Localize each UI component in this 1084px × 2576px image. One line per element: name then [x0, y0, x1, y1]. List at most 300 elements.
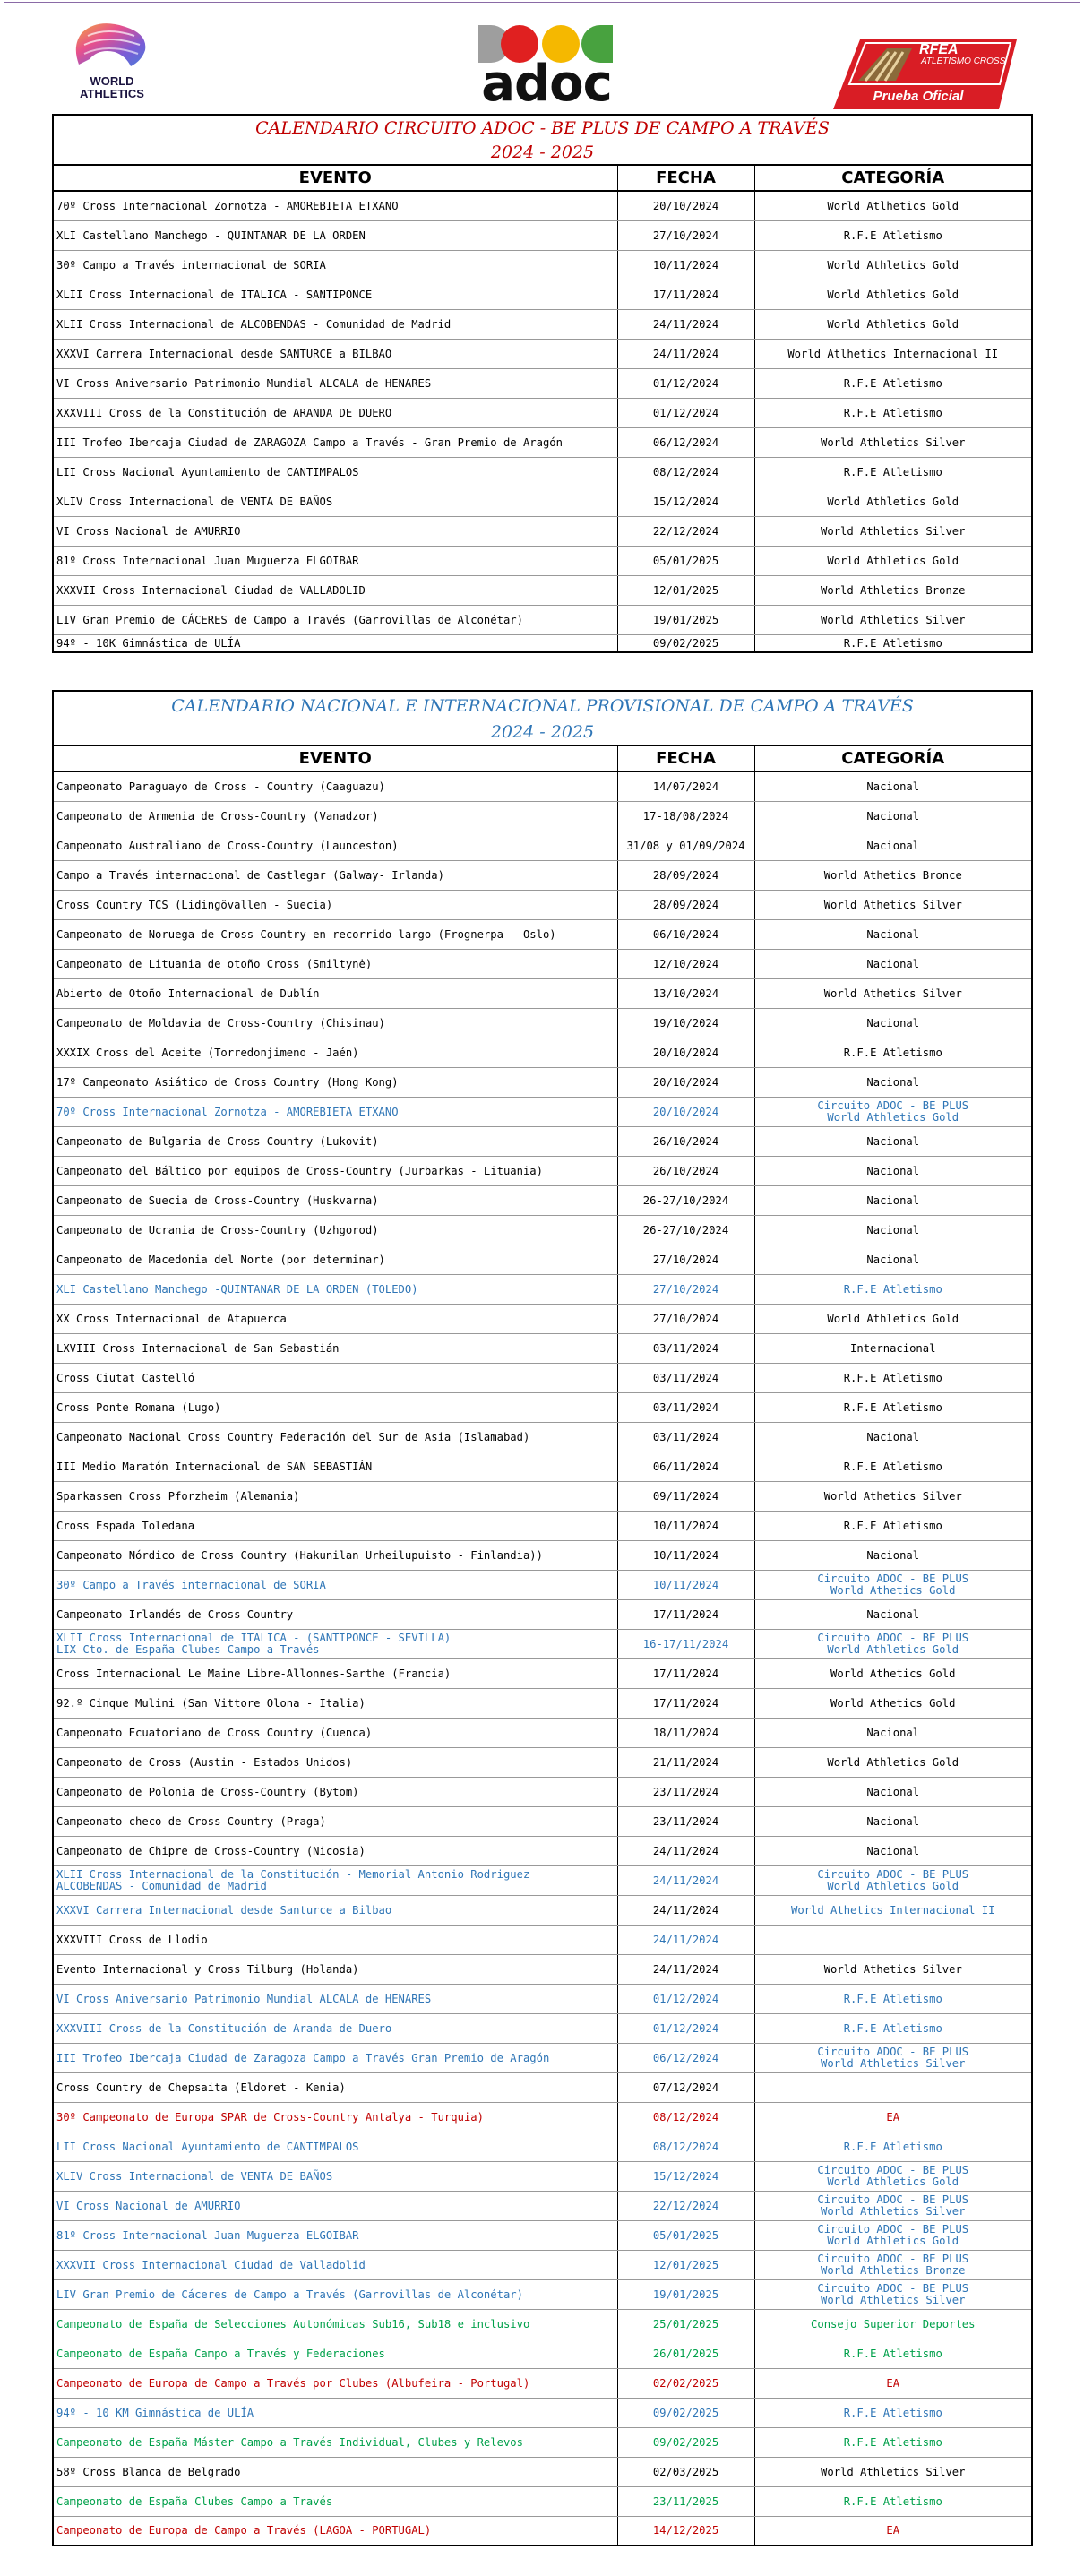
event-cell: XXXVI Carrera Internacional desde Santurce a Bilbao	[53, 1895, 617, 1925]
table-row	[53, 2398, 1032, 2427]
table-row	[53, 2427, 1032, 2457]
rfea-logo	[833, 38, 1017, 111]
table-row	[53, 2516, 1032, 2546]
event-cell: Campeonato de Cross (Austin - Estados Unidos)	[53, 1747, 617, 1777]
category-cell: World Athletics Gold	[754, 1747, 1032, 1777]
table-row	[53, 1392, 1032, 1422]
adoc-wordmark: adoc	[481, 55, 612, 113]
event-cell: 92.º Cinque Mulini (San Vittore Olona - Italia)	[53, 1688, 617, 1718]
table-row	[53, 1599, 1032, 1629]
table-row	[53, 605, 1032, 634]
table-subtitle: 2024 - 2025	[53, 141, 1032, 165]
date-cell: 13/10/2024	[617, 978, 754, 1008]
table-row	[53, 2368, 1032, 2398]
category-cell: World Athletics Gold	[754, 250, 1032, 280]
event-cell: Campeonato Nórdico de Cross Country (Hakunilan Urheilupuisto - Finlandia))	[53, 1540, 617, 1570]
table-row	[53, 801, 1032, 831]
event-cell: XXXVIII Cross de la Constitución de Aranda de Duero	[53, 2013, 617, 2043]
table-row	[53, 1511, 1032, 1540]
category-cell: World Athletics Silver	[754, 427, 1032, 457]
event-cell: Campeonato de Noruega de Cross-Country en recorrido largo (Frognerpa - Oslo)	[53, 919, 617, 949]
table-row	[53, 1008, 1032, 1038]
table-row	[53, 457, 1032, 487]
table-row	[53, 1097, 1032, 1126]
event-cell: Campeonato de Moldavia de Cross-Country (Chisinau)	[53, 1008, 617, 1038]
date-cell: 09/11/2024	[617, 1481, 754, 1511]
header-categoria: CATEGORÍA	[754, 165, 1032, 191]
event-cell: XLI Castellano Manchego - QUINTANAR DE LA ORDEN	[53, 220, 617, 250]
table-row	[53, 860, 1032, 890]
category-cell: R.F.E Atletismo	[754, 2132, 1032, 2161]
event-cell: Campeonato de España de Selecciones Autonómicas Sub16, Sub18 e inclusivo	[53, 2309, 617, 2339]
date-cell: 03/11/2024	[617, 1392, 754, 1422]
date-cell: 05/01/2025	[617, 546, 754, 575]
rfea-title: RFEA	[919, 42, 959, 57]
category-cell: World Athletics Silver	[754, 2457, 1032, 2486]
table-row	[53, 427, 1032, 457]
table-row	[53, 1688, 1032, 1718]
event-cell: Campeonato de España Campo a Través y Federaciones	[53, 2339, 617, 2368]
date-cell: 05/01/2025	[617, 2220, 754, 2250]
date-cell: 09/02/2025	[617, 2427, 754, 2457]
event-cell: XLIV Cross Internacional de VENTA DE BAÑOS	[53, 2161, 617, 2191]
event-cell: Campeonato checo de Cross-Country (Praga)	[53, 1806, 617, 1836]
category-cell: World Athletics Bronze	[754, 575, 1032, 605]
event-cell: Cross Country de Chepsaita (Eldoret - Kenia)	[53, 2072, 617, 2102]
date-cell: 24/11/2024	[617, 339, 754, 368]
date-cell: 03/11/2024	[617, 1363, 754, 1392]
date-cell: 06/12/2024	[617, 2043, 754, 2072]
event-cell: Campeonato de Chipre de Cross-Country (Nicosia)	[53, 1836, 617, 1865]
table-header-row	[53, 165, 1032, 191]
category-cell: World Atlhetics Gold	[754, 191, 1032, 220]
event-cell: Abierto de Otoño Internacional de Dublín	[53, 978, 617, 1008]
date-cell: 01/12/2024	[617, 2013, 754, 2043]
date-cell: 01/12/2024	[617, 398, 754, 427]
adoc-logo	[475, 23, 618, 113]
table-row	[53, 1925, 1032, 1954]
category-cell: Circuito ADOC - BE PLUS World Athletics Bronze	[754, 2250, 1032, 2279]
table-row	[53, 1452, 1032, 1481]
event-cell: 81º Cross Internacional Juan Muguerza ELGOIBAR	[53, 2220, 617, 2250]
event-cell: XXXVI Carrera Internacional desde SANTURCE a BILBAO	[53, 339, 617, 368]
category-cell: World Athletics Gold	[754, 309, 1032, 339]
date-cell: 09/02/2025	[617, 634, 754, 652]
date-cell: 14/12/2025	[617, 2516, 754, 2546]
category-cell	[754, 1925, 1032, 1954]
event-cell: Campeonato de Macedonia del Norte (por determinar)	[53, 1245, 617, 1274]
table-row	[53, 2072, 1032, 2102]
category-cell: R.F.E Atletismo	[754, 457, 1032, 487]
header-fecha: FECHA	[617, 165, 754, 191]
event-cell: LIV Gran Premio de Cáceres de Campo a Través (Garrovillas de Alconétar)	[53, 2279, 617, 2309]
event-cell: XLI Castellano Manchego -QUINTANAR DE LA ORDEN (TOLEDO)	[53, 1274, 617, 1304]
date-cell: 28/09/2024	[617, 860, 754, 890]
table-row	[53, 1215, 1032, 1245]
category-cell: EA	[754, 2102, 1032, 2132]
category-cell: Internacional	[754, 1333, 1032, 1363]
table-row	[53, 2220, 1032, 2250]
category-cell: World Athetics Bronce	[754, 860, 1032, 890]
event-cell: Evento Internacional y Cross Tilburg (Holanda)	[53, 1954, 617, 1984]
header-categoria: CATEGORÍA	[754, 745, 1032, 771]
date-cell: 06/11/2024	[617, 1452, 754, 1481]
world-athletics-logo	[63, 20, 161, 105]
event-cell: Campeonato de Europa de Campo a Través por Clubes (Albufeira - Portugal)	[53, 2368, 617, 2398]
table-row	[53, 890, 1032, 919]
category-cell: World Athletics Silver	[754, 516, 1032, 546]
event-cell: XXXIX Cross del Aceite (Torredonjimeno - Jaén)	[53, 1038, 617, 1067]
date-cell: 12/01/2025	[617, 2250, 754, 2279]
table-row	[53, 1245, 1032, 1274]
table-row	[53, 546, 1032, 575]
date-cell: 08/12/2024	[617, 2132, 754, 2161]
event-cell: XLIV Cross Internacional de VENTA DE BAÑOS	[53, 487, 617, 516]
event-cell: Campo a Través internacional de Castlegar (Galway- Irlanda)	[53, 860, 617, 890]
table-row	[53, 309, 1032, 339]
event-cell: Campeonato Irlandés de Cross-Country	[53, 1599, 617, 1629]
table-row	[53, 1658, 1032, 1688]
category-cell: R.F.E Atletismo	[754, 220, 1032, 250]
event-cell: VI Cross Nacional de AMURRIO	[53, 516, 617, 546]
event-cell: 58º Cross Blanca de Belgrado	[53, 2457, 617, 2486]
event-cell: Campeonato de Ucrania de Cross-Country (Uzhgorod)	[53, 1215, 617, 1245]
table-row	[53, 1718, 1032, 1747]
header-evento: EVENTO	[53, 165, 617, 191]
date-cell: 31/08 y 01/09/2024	[617, 831, 754, 860]
date-cell: 24/11/2024	[617, 1865, 754, 1895]
category-cell: Circuito ADOC - BE PLUS World Athletics Gold	[754, 1097, 1032, 1126]
table-title: CALENDARIO CIRCUITO ADOC - BE PLUS DE CAMPO A TRAVÉS	[53, 115, 1032, 141]
date-cell: 26-27/10/2024	[617, 1185, 754, 1215]
category-cell: R.F.E Atletismo	[754, 1038, 1032, 1067]
event-cell: Campeonato Australiano de Cross-Country (Launceston)	[53, 831, 617, 860]
table-row	[53, 2043, 1032, 2072]
event-cell: XXXVII Cross Internacional Ciudad de Valladolid	[53, 2250, 617, 2279]
date-cell: 20/10/2024	[617, 191, 754, 220]
date-cell: 03/11/2024	[617, 1333, 754, 1363]
date-cell: 14/07/2024	[617, 771, 754, 801]
world-athletics-emblem-icon	[63, 20, 161, 73]
category-cell: Nacional	[754, 1599, 1032, 1629]
event-cell: Campeonato de España Clubes Campo a Través	[53, 2486, 617, 2516]
category-cell: Nacional	[754, 1008, 1032, 1038]
event-cell: 81º Cross Internacional Juan Muguerza ELGOIBAR	[53, 546, 617, 575]
event-cell: Campeonato Ecuatoriano de Cross Country (Cuenca)	[53, 1718, 617, 1747]
category-cell: R.F.E Atletismo	[754, 2398, 1032, 2427]
date-cell: 27/10/2024	[617, 220, 754, 250]
category-cell: Circuito ADOC - BE PLUS World Athletics Silver	[754, 2279, 1032, 2309]
table-row	[53, 1747, 1032, 1777]
event-cell: Campeonato Paraguayo de Cross - Country (Caaguazu)	[53, 771, 617, 801]
table-row	[53, 1481, 1032, 1511]
event-cell: XLII Cross Internacional de ALCOBENDAS - Comunidad de Madrid	[53, 309, 617, 339]
category-cell: World Athletics Gold	[754, 487, 1032, 516]
national-international-table	[52, 690, 1033, 2546]
table-row	[53, 1984, 1032, 2013]
date-cell: 12/10/2024	[617, 949, 754, 978]
world-athletics-label: WORLD ATHLETICS	[80, 74, 144, 100]
category-cell: Circuito ADOC - BE PLUS World Athletics Gold	[754, 2161, 1032, 2191]
category-cell: Circuito ADOC - BE PLUS World Athletics Gold	[754, 1865, 1032, 1895]
event-cell: 17º Campeonato Asiático de Cross Country (Hong Kong)	[53, 1067, 617, 1097]
date-cell: 17-18/08/2024	[617, 801, 754, 831]
table-row	[53, 2161, 1032, 2191]
category-cell: World Atlhetics Internacional II	[754, 339, 1032, 368]
date-cell: 19/10/2024	[617, 1008, 754, 1038]
category-cell: R.F.E Atletismo	[754, 2013, 1032, 2043]
event-cell: XX Cross Internacional de Atapuerca	[53, 1304, 617, 1333]
table-row	[53, 1274, 1032, 1304]
adoc-circuit-table	[52, 114, 1033, 653]
category-cell: World Athletics Gold	[754, 280, 1032, 309]
table-subtitle-row	[53, 719, 1032, 745]
event-cell: Campeonato del Báltico por equipos de Cross-Country (Jurbarkas - Lituania)	[53, 1156, 617, 1185]
event-cell: Campeonato de Bulgaria de Cross-Country (Lukovit)	[53, 1126, 617, 1156]
event-cell: Campeonato de Europa de Campo a Través (LAGOA - PORTUGAL)	[53, 2516, 617, 2546]
category-cell: Nacional	[754, 1215, 1032, 1245]
table-row	[53, 634, 1032, 652]
date-cell: 15/12/2024	[617, 487, 754, 516]
category-cell: Consejo Superior Deportes	[754, 2309, 1032, 2339]
table-row	[53, 1156, 1032, 1185]
table-row	[53, 2250, 1032, 2279]
date-cell: 10/11/2024	[617, 1511, 754, 1540]
category-cell: Circuito ADOC - BE PLUS World Athletics Gold	[754, 1629, 1032, 1658]
date-cell: 03/11/2024	[617, 1422, 754, 1452]
category-cell: Nacional	[754, 1422, 1032, 1452]
category-cell: World Athetics Gold	[754, 1688, 1032, 1718]
event-cell: Cross Ciutat Castelló	[53, 1363, 617, 1392]
category-cell: World Athletics Gold	[754, 1304, 1032, 1333]
table-row	[53, 1865, 1032, 1895]
date-cell: 10/11/2024	[617, 250, 754, 280]
category-cell: Nacional	[754, 1126, 1032, 1156]
category-cell: Circuito ADOC - BE PLUS World Athetics Gold	[754, 1570, 1032, 1599]
category-cell	[754, 2072, 1032, 2102]
date-cell: 06/10/2024	[617, 919, 754, 949]
category-cell: R.F.E Atletismo	[754, 1274, 1032, 1304]
category-cell: Nacional	[754, 919, 1032, 949]
date-cell: 16-17/11/2024	[617, 1629, 754, 1658]
category-cell: R.F.E Atletismo	[754, 634, 1032, 652]
table-row	[53, 487, 1032, 516]
event-cell: Cross Country TCS (Lidingövallen - Suecia)	[53, 890, 617, 919]
event-cell: VI Cross Aniversario Patrimonio Mundial ALCALA de HENARES	[53, 1984, 617, 2013]
category-cell: Nacional	[754, 771, 1032, 801]
rfea-subtitle: ATLETISMO CROSS	[921, 56, 1006, 66]
category-cell: R.F.E Atletismo	[754, 1511, 1032, 1540]
date-cell: 19/01/2025	[617, 605, 754, 634]
category-cell: R.F.E Atletismo	[754, 368, 1032, 398]
table-row	[53, 1038, 1032, 1067]
category-cell: Nacional	[754, 1185, 1032, 1215]
event-cell: Cross Espada Toledana	[53, 1511, 617, 1540]
category-cell: EA	[754, 2368, 1032, 2398]
table-row	[53, 280, 1032, 309]
category-cell: R.F.E Atletismo	[754, 1452, 1032, 1481]
category-cell: R.F.E Atletismo	[754, 1984, 1032, 2013]
date-cell: 27/10/2024	[617, 1245, 754, 1274]
category-cell: Nacional	[754, 1540, 1032, 1570]
event-cell: Campeonato de Polonia de Cross-Country (Bytom)	[53, 1777, 617, 1806]
table-row	[53, 2132, 1032, 2161]
date-cell: 26-27/10/2024	[617, 1215, 754, 1245]
date-cell: 24/11/2024	[617, 1954, 754, 1984]
date-cell: 21/11/2024	[617, 1747, 754, 1777]
category-cell: Nacional	[754, 1156, 1032, 1185]
date-cell: 02/03/2025	[617, 2457, 754, 2486]
category-cell: Nacional	[754, 1067, 1032, 1097]
table-row	[53, 2486, 1032, 2516]
event-cell: Campeonato de España Máster Campo a Través Individual, Clubes y Relevos	[53, 2427, 617, 2457]
table-row	[53, 250, 1032, 280]
category-cell: R.F.E Atletismo	[754, 398, 1032, 427]
category-cell: Nacional	[754, 831, 1032, 860]
event-cell: VI Cross Nacional de AMURRIO	[53, 2191, 617, 2220]
date-cell: 22/12/2024	[617, 2191, 754, 2220]
category-cell: Nacional	[754, 1777, 1032, 1806]
category-cell: Nacional	[754, 949, 1032, 978]
table-subtitle: 2024 - 2025	[53, 719, 1032, 745]
category-cell: R.F.E Atletismo	[754, 2339, 1032, 2368]
date-cell: 10/11/2024	[617, 1570, 754, 1599]
table-row	[53, 1895, 1032, 1925]
date-cell: 07/12/2024	[617, 2072, 754, 2102]
category-cell: R.F.E Atletismo	[754, 1363, 1032, 1392]
category-cell: R.F.E Atletismo	[754, 2427, 1032, 2457]
date-cell: 09/02/2025	[617, 2398, 754, 2427]
table-subtitle-row	[53, 141, 1032, 165]
category-cell: World Athletics Gold	[754, 546, 1032, 575]
category-cell: R.F.E Atletismo	[754, 2486, 1032, 2516]
rfea-official-tag: Prueba Oficial	[873, 89, 964, 104]
category-cell: EA	[754, 2516, 1032, 2546]
category-cell: World Athetics Silver	[754, 1954, 1032, 1984]
date-cell: 24/11/2024	[617, 1925, 754, 1954]
table-row	[53, 1629, 1032, 1658]
date-cell: 18/11/2024	[617, 1718, 754, 1747]
event-cell: 94º - 10 KM Gimnástica de ULÍA	[53, 2398, 617, 2427]
date-cell: 20/10/2024	[617, 1038, 754, 1067]
table-row	[53, 1806, 1032, 1836]
date-cell: 20/10/2024	[617, 1097, 754, 1126]
table-row	[53, 1363, 1032, 1392]
date-cell: 01/12/2024	[617, 1984, 754, 2013]
table-title-row	[53, 691, 1032, 719]
event-cell: Cross Ponte Romana (Lugo)	[53, 1392, 617, 1422]
date-cell: 27/10/2024	[617, 1274, 754, 1304]
date-cell: 08/12/2024	[617, 2102, 754, 2132]
table-row	[53, 831, 1032, 860]
table-row	[53, 2102, 1032, 2132]
table-header-row	[53, 745, 1032, 771]
date-cell: 24/11/2024	[617, 1895, 754, 1925]
date-cell: 26/10/2024	[617, 1126, 754, 1156]
category-cell: Nacional	[754, 801, 1032, 831]
event-cell: Cross Internacional Le Maine Libre-Allonnes-Sarthe (Francia)	[53, 1658, 617, 1688]
date-cell: 28/09/2024	[617, 890, 754, 919]
date-cell: 23/11/2024	[617, 1777, 754, 1806]
table-row	[53, 1422, 1032, 1452]
event-cell: LII Cross Nacional Ayuntamiento de CANTIMPALOS	[53, 457, 617, 487]
table-row	[53, 978, 1032, 1008]
event-cell: Campeonato de Suecia de Cross-Country (Huskvarna)	[53, 1185, 617, 1215]
category-cell: Circuito ADOC - BE PLUS World Athletics Silver	[754, 2191, 1032, 2220]
table-row	[53, 919, 1032, 949]
table-row	[53, 771, 1032, 801]
event-cell: Sparkassen Cross Pforzheim (Alemania)	[53, 1481, 617, 1511]
table-row	[53, 191, 1032, 220]
date-cell: 15/12/2024	[617, 2161, 754, 2191]
date-cell: 26/10/2024	[617, 1156, 754, 1185]
event-cell: Campeonato de Armenia de Cross-Country (Vanadzor)	[53, 801, 617, 831]
table-row	[53, 1067, 1032, 1097]
table-row	[53, 368, 1032, 398]
table-title: CALENDARIO NACIONAL E INTERNACIONAL PROVISIONAL DE CAMPO A TRAVÉS	[53, 691, 1032, 719]
category-cell: Nacional	[754, 1245, 1032, 1274]
date-cell: 24/11/2024	[617, 1836, 754, 1865]
header-evento: EVENTO	[53, 745, 617, 771]
table-row	[53, 220, 1032, 250]
table-row	[53, 2457, 1032, 2486]
date-cell: 25/01/2025	[617, 2309, 754, 2339]
event-cell: 94º - 10K Gimnástica de ULÍA	[53, 634, 617, 652]
table-row	[53, 339, 1032, 368]
table-row	[53, 1954, 1032, 1984]
table-row	[53, 1333, 1032, 1363]
event-cell: LIV Gran Premio de CÁCERES de Campo a Través (Garrovillas de Alconétar)	[53, 605, 617, 634]
category-cell: R.F.E Atletismo	[754, 1392, 1032, 1422]
table-row	[53, 2339, 1032, 2368]
table-row	[53, 1540, 1032, 1570]
event-cell: Campeonato Nacional Cross Country Federación del Sur de Asia (Islamabad)	[53, 1422, 617, 1452]
date-cell: 01/12/2024	[617, 368, 754, 398]
table-row	[53, 2309, 1032, 2339]
date-cell: 17/11/2024	[617, 1658, 754, 1688]
date-cell: 08/12/2024	[617, 457, 754, 487]
event-cell: LXVIII Cross Internacional de San Sebastián	[53, 1333, 617, 1363]
category-cell: Nacional	[754, 1718, 1032, 1747]
date-cell: 26/01/2025	[617, 2339, 754, 2368]
event-cell: Campeonato de Lituania de otoño Cross (Smiltynė)	[53, 949, 617, 978]
table-row	[53, 398, 1032, 427]
table-row	[53, 1185, 1032, 1215]
event-cell: III Medio Maratón Internacional de SAN SEBASTIÁN	[53, 1452, 617, 1481]
date-cell: 06/12/2024	[617, 427, 754, 457]
event-cell: XLII Cross Internacional de ITALICA - SANTIPONCE	[53, 280, 617, 309]
event-cell: XLII Cross Internacional de ITALICA - (SANTIPONCE - SEVILLA) LIX Cto. de España Clubes Campo a Través	[53, 1629, 617, 1658]
date-cell: 20/10/2024	[617, 1067, 754, 1097]
table-title-row	[53, 115, 1032, 141]
date-cell: 19/01/2025	[617, 2279, 754, 2309]
event-cell: 30º Campeonato de Europa SPAR de Cross-Country Antalya - Turquia)	[53, 2102, 617, 2132]
event-cell: III Trofeo Ibercaja Ciudad de ZARAGOZA Campo a Través - Gran Premio de Aragón	[53, 427, 617, 457]
event-cell: 30º Campo a Través internacional de SORIA	[53, 1570, 617, 1599]
event-cell: VI Cross Aniversario Patrimonio Mundial ALCALA de HENARES	[53, 368, 617, 398]
table-row	[53, 1126, 1032, 1156]
date-cell: 17/11/2024	[617, 280, 754, 309]
category-cell: World Athetics Internacional II	[754, 1895, 1032, 1925]
category-cell: Nacional	[754, 1836, 1032, 1865]
table-row	[53, 1777, 1032, 1806]
category-cell: Circuito ADOC - BE PLUS World Athletics Gold	[754, 2220, 1032, 2250]
table-row	[53, 2279, 1032, 2309]
table-row	[53, 1304, 1032, 1333]
date-cell: 02/02/2025	[617, 2368, 754, 2398]
table-row	[53, 1836, 1032, 1865]
date-cell: 23/11/2024	[617, 1806, 754, 1836]
